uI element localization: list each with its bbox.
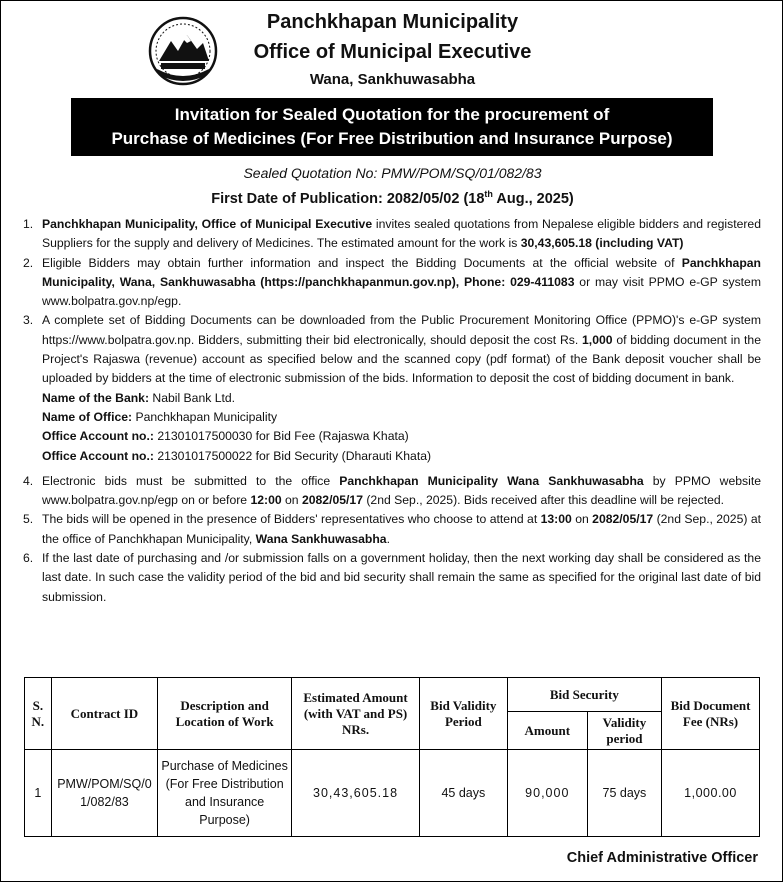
header-bid-validity: Bid Validity Period — [419, 678, 507, 750]
clause-text-bold: Panchkhapan Municipality, Office of Municipal Executive — [42, 217, 373, 231]
clause-number: 3. — [23, 313, 34, 328]
cell-security-validity: 75 days — [587, 750, 661, 837]
clause-text-bold: Panchkhapan Municipality Wana Sankhuwasabha — [339, 473, 644, 488]
clause-text-bold: Panchkhapan Municipality, Wana, Sankhuwasabha (https://panchkhapanmun.gov.np), Phone: 029-411083 — [42, 255, 761, 289]
bank-detail-value: 21301017500030 for Bid Fee (Rajaswa Khata) — [153, 429, 409, 444]
cell-contract-id: PMW/POM/SQ/01/082/83 — [51, 750, 157, 837]
cell-bid-validity: 45 days — [419, 750, 507, 837]
clause-text: or may visit PPMO e-GP system www.bolpatra.gov.np/egp. — [42, 274, 761, 309]
notice-title-line-2: Purchase of Medicines (For Free Distribution and Insurance Purpose) — [111, 129, 673, 148]
publication-date-suffix: Aug., 2025) — [492, 190, 574, 207]
clause-text: (2nd Sep., 2025). Bids received after this deadline will be rejected. — [362, 493, 725, 508]
cell-bid-document-fee: 1,000.00 — [662, 750, 760, 837]
bank-detail-value: Nabil Bank Ltd. — [149, 390, 236, 405]
clause-5 — [23, 510, 761, 549]
header-sn: S. N. — [25, 678, 52, 750]
header-amount: Amount — [507, 712, 587, 750]
publication-date-prefix: First Date of Publication: 2082/05/02 (18 — [211, 190, 485, 207]
clause-text: of bidding document in the Project's Rajaswa (revenue) account as specified below and the scanned copy (pdf format) of the Bank deposit voucher shall be uploaded by bidders at the time of electronic submission of the bids. Information to deposit the cost of bidding document in bank. — [42, 332, 761, 386]
header-description: Description and Location of Work — [158, 678, 292, 750]
bank-detail-label: Name of the Bank: — [42, 390, 149, 405]
clause-text: Electronic bids must be submitted to the office — [42, 473, 340, 488]
clause-text-bold: 2082/05/17 — [301, 493, 363, 508]
bank-detail-label: Name of Office: — [42, 409, 133, 424]
procurement-table — [24, 677, 760, 837]
bank-detail-row — [42, 408, 761, 427]
cell-estimated-amount: 30,43,605.18 — [292, 750, 420, 837]
cell-sn: 1 — [25, 750, 52, 837]
bank-detail-value: 21301017500022 for Bid Security (Dharauti Khata) — [153, 448, 432, 463]
clause-text-bold: Wana Sankhuwasabha — [255, 531, 387, 546]
bank-detail-label: Office Account no.: — [42, 429, 154, 444]
clause-text-bold: 30,43,605.18 (including VAT) — [520, 236, 684, 251]
clause-1 — [23, 215, 761, 254]
cell-description: Purchase of Medicines (For Free Distribution and Insurance Purpose) — [158, 750, 292, 837]
cell-security-amount: 90,000 — [507, 750, 587, 837]
clause-text-bold: 12:00 — [250, 493, 282, 508]
table-row — [25, 750, 760, 837]
sealed-quotation-number: Sealed Quotation No: PMW/POM/SQ/01/082/83 — [243, 165, 542, 181]
clause-text: A complete set of Bidding Documents can be downloaded from the Public Procurement Monitoring Office (PPMO)'s e-GP system https://www.bolpatra.gov.np. Bidders, submitting their bid electronically, should deposit the cost Rs. — [42, 313, 761, 347]
clause-text-bold: 2082/05/17 — [592, 512, 654, 527]
header-validity-period: Validity period — [587, 712, 661, 750]
clause-text-bold: 1,000 — [582, 332, 613, 347]
header-bid-document-fee: Bid Document Fee (NRs) — [662, 678, 760, 750]
clause-text: on — [281, 493, 302, 508]
clause-text-bold: 13:00 — [540, 512, 572, 527]
publication-date — [1, 189, 783, 207]
notice-clauses — [23, 215, 761, 607]
clause-2 — [23, 254, 761, 312]
notice-title-banner — [71, 98, 713, 156]
clause-6 — [23, 549, 761, 607]
publication-date-ordinal: th — [484, 189, 493, 199]
clause-number: 1. — [23, 217, 34, 231]
bank-detail-value: Panchkhapan Municipality — [132, 409, 278, 424]
header-estimated-amount: Estimated Amount (with VAT and PS) NRs. — [292, 678, 420, 750]
bank-detail-row — [42, 447, 761, 466]
clause-text: If the last date of purchasing and /or submission falls on a government holiday, then the next working day shall be considered as the last date. In such case the validity period of the bid and bid security shall remain the same as specified for the original last date of bid submission. — [42, 551, 761, 604]
header-bid-security: Bid Security — [507, 678, 661, 712]
municipality-name: Panchkhapan Municipality — [266, 11, 519, 33]
bank-detail-row — [42, 427, 761, 446]
clause-number: 6. — [23, 551, 34, 566]
clause-text: invites sealed quotations from Nepalese eligible bidders and registered Suppliers for the supply and delivery of Medicines. The estimated amount for the work is — [42, 217, 761, 251]
clause-4 — [23, 472, 761, 511]
header-contract-id: Contract ID — [51, 678, 157, 750]
clause-number: 2. — [23, 255, 34, 270]
notice-title-line-1: Invitation for Sealed Quotation for the procurement of — [174, 105, 610, 124]
clause-text: . — [386, 531, 390, 546]
bank-detail-label: Office Account no.: — [42, 448, 154, 463]
clause-text: Eligible Bidders may obtain further information and inspect the Bidding Documents at the official website of — [42, 255, 682, 270]
bank-detail-row — [42, 389, 761, 408]
clause-number: 4. — [23, 473, 34, 488]
clause-text: (2nd Sep., 2025) at the office of Panchkhapan Municipality, — [42, 512, 761, 546]
clause-text: by PPMO website www.bolpatra.gov.np/egp on or before — [42, 473, 761, 508]
clause-text: The bids will be opened in the presence of Bidders' representatives who choose to attend at — [42, 512, 541, 527]
office-name: Office of Municipal Executive — [253, 41, 532, 63]
bank-details — [23, 389, 761, 466]
clause-3 — [23, 311, 761, 388]
clause-number: 5. — [23, 512, 34, 527]
signatory-title: Chief Administrative Officer — [566, 850, 758, 866]
office-location: Wana, Sankhuwasabha — [309, 71, 476, 88]
clause-text: on — [571, 512, 593, 527]
